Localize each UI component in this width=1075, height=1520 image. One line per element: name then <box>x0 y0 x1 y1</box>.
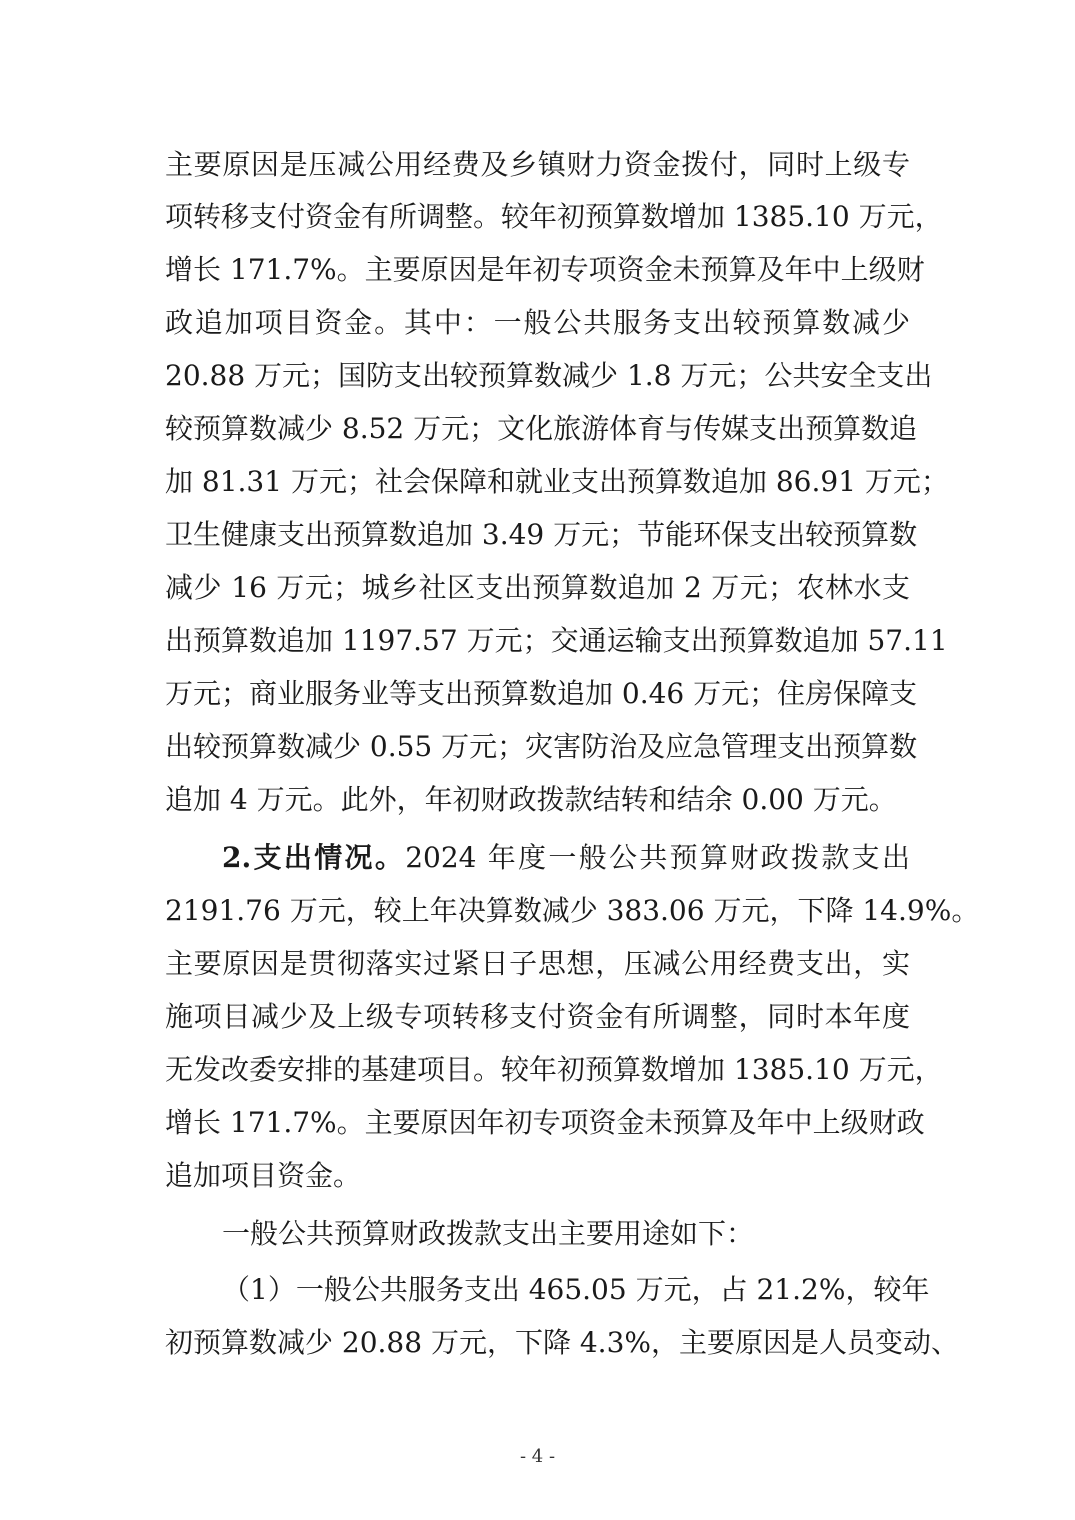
list-item-line: （1）一般公共服务支出 465.05 万元，占 21.2%，较年 <box>222 1273 930 1306</box>
paragraph-line: 减少 16 万元；城乡社区支出预算数追加 2 万元；农林水支 <box>165 571 910 604</box>
paragraph-line: 项转移支付资金有所调整。较年初预算数增加 1385.10 万元， <box>165 200 943 233</box>
paragraph-line: 卫生健康支出预算数追加 3.49 万元；节能环保支出较预算数 <box>165 518 918 551</box>
section-heading-rest: 2024 年度一般公共预算财政拨款支出 <box>405 841 910 874</box>
paragraph-line: 加 81.31 万元；社会保障和就业支出预算数追加 86.91 万元； <box>165 465 949 498</box>
paragraph-line: 增长 171.7%。主要原因是年初专项资金未预算及年中上级财 <box>165 253 925 286</box>
section-heading: 2.支出情况。 <box>222 841 406 874</box>
paragraph-line: 2191.76 万元，较上年决算数减少 383.06 万元，下降 14.9%。 <box>165 894 980 927</box>
paragraph-line: 施项目减少及上级专项转移支付资金有所调整，同时本年度 <box>165 1000 910 1033</box>
paragraph-line: 出预算数追加 1197.57 万元；交通运输支出预算数追加 57.11 <box>165 624 948 657</box>
paragraph-line: 追加项目资金。 <box>165 1159 362 1192</box>
paragraph-line: 出较预算数减少 0.55 万元；灾害防治及应急管理支出预算数 <box>165 730 918 763</box>
paragraph-line: 政追加项目资金。其中：一般公共服务支出较预算数减少 <box>165 306 910 339</box>
page-number: - 4 - <box>519 1446 556 1467</box>
uses-intro: 一般公共预算财政拨款支出主要用途如下： <box>222 1217 755 1250</box>
list-item-line: 初预算数减少 20.88 万元，下降 4.3%，主要原因是人员变动、 <box>165 1326 959 1359</box>
paragraph-line: 追加 4 万元。此外，年初财政拨款结转和结余 0.00 万元。 <box>165 783 897 816</box>
paragraph-line: 无发改委安排的基建项目。较年初预算数增加 1385.10 万元， <box>165 1053 943 1086</box>
paragraph-line: 较预算数减少 8.52 万元；文化旅游体育与传媒支出预算数追 <box>165 412 918 445</box>
paragraph-line: 主要原因是贯彻落实过紧日子思想，压减公用经费支出，实 <box>165 947 910 980</box>
paragraph-line: 万元；商业服务业等支出预算数追加 0.46 万元；住房保障支 <box>165 677 918 710</box>
paragraph-line: 增长 171.7%。主要原因年初专项资金未预算及年中上级财政 <box>165 1106 925 1139</box>
paragraph-line: 主要原因是压减公用经费及乡镇财力资金拨付，同时上级专 <box>165 148 910 181</box>
section-heading-line <box>222 838 910 878</box>
paragraph-line: 20.88 万元；国防支出较预算数减少 1.8 万元；公共安全支出 <box>165 359 933 392</box>
